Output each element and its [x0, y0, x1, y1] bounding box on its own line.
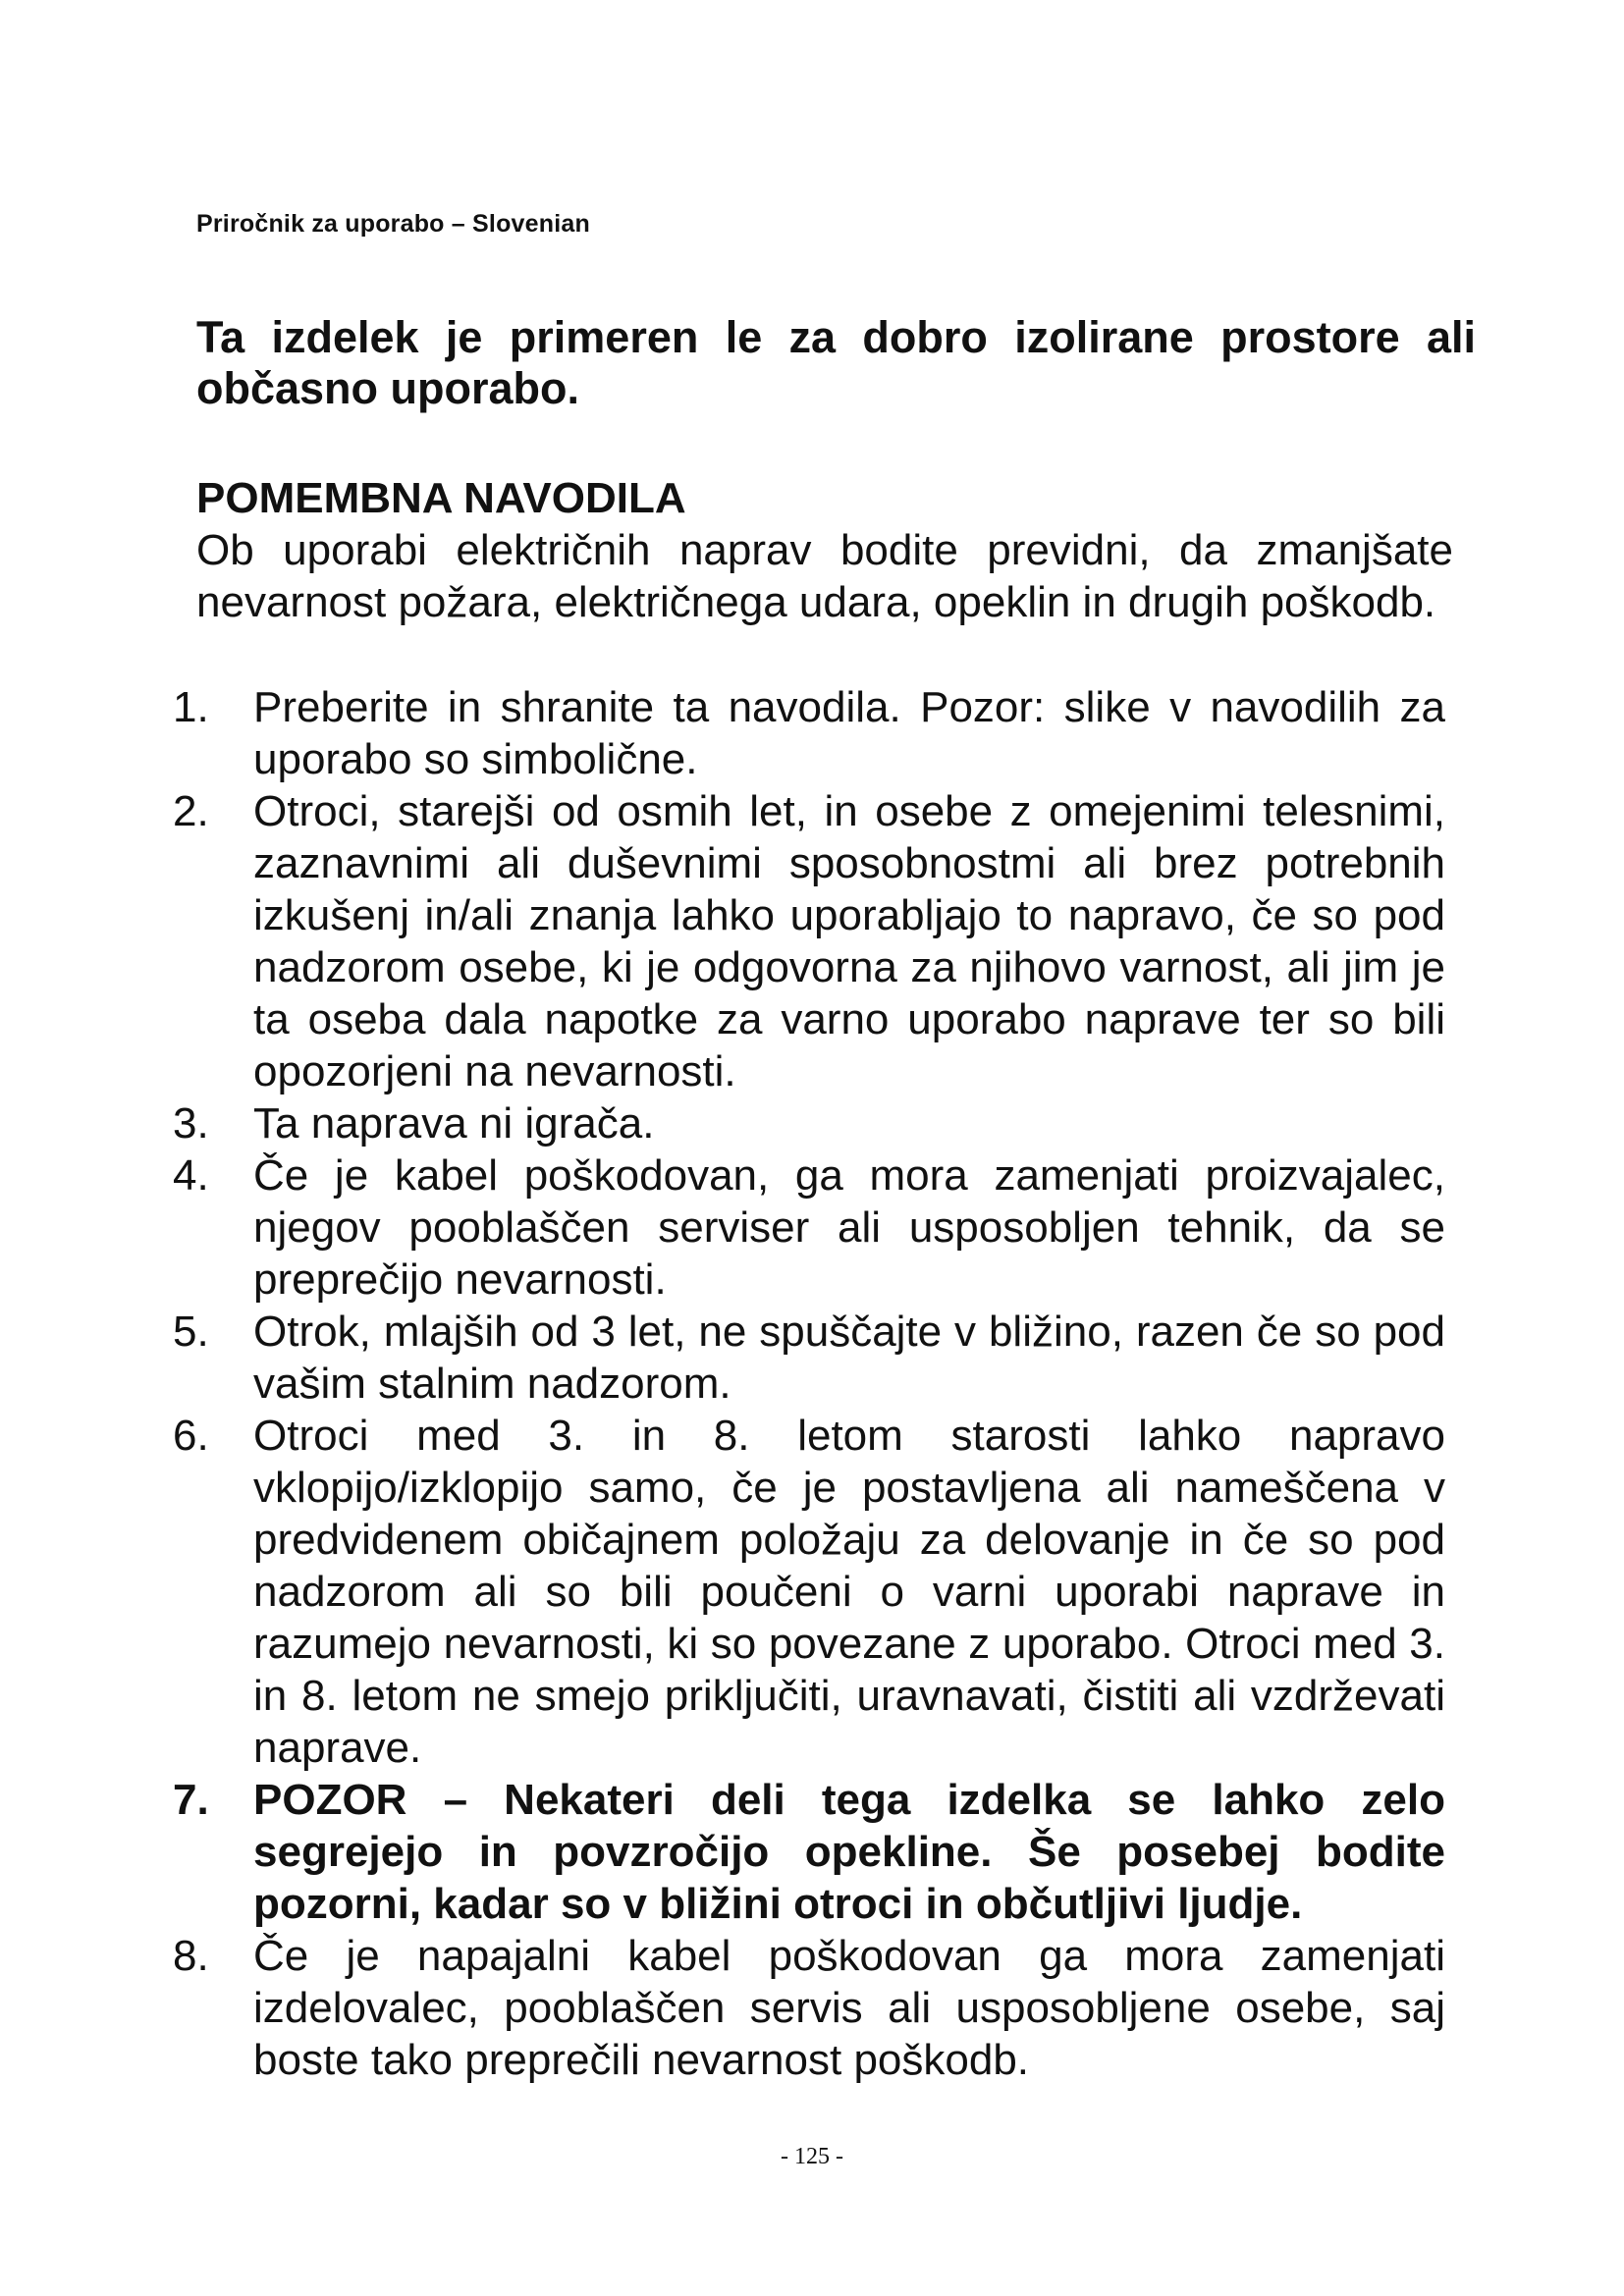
running-header: Priročnik za uporabo – Slovenian	[196, 210, 590, 238]
list-item-number: 2.	[173, 787, 209, 835]
list-item-number: 5.	[173, 1308, 209, 1356]
section-title: POMEMBNA NAVODILA	[196, 474, 686, 522]
list-item-number: 1.	[173, 683, 209, 731]
list-item	[173, 785, 1445, 1097]
list-item-number: 4.	[173, 1151, 209, 1200]
list-item	[173, 1097, 1445, 1149]
list-item	[173, 1774, 1445, 1930]
list-item-text: Preberite in shranite ta navodila. Pozor: slike v navodilih za uporabo so simbolične.	[253, 683, 1445, 783]
list-item	[173, 1930, 1445, 2086]
list-item-text: Če je kabel poškodovan, ga mora zamenjati proizvajalec, njegov pooblaščen serviser ali usposobljen tehnik, da se preprečijo nevarnosti.	[253, 1151, 1445, 1304]
safety-instruction-list	[173, 681, 1445, 2086]
suitability-warning: Ta izdelek je primeren le za dobro izolirane prostore ali občasno uporabo.	[196, 312, 1476, 413]
list-item-text: Otrok, mlajših od 3 let, ne spuščajte v bližino, razen če so pod vašim stalnim nadzorom.	[253, 1308, 1445, 1408]
list-item-text: Otroci med 3. in 8. letom starosti lahko napravo vklopijo/izklopijo samo, če je postavljena ali nameščena v predvidenem običajnem položaju za delovanje in če so pod nadzorom ali so bili poučeni o varni uporabi naprave in razumejo nevarnosti, ki so povezane z uporabo. Otroci med 3. in 8. letom ne smejo priključiti, uravnavati, čistiti ali vzdrževati naprave.	[253, 1412, 1445, 1772]
list-item-number: 7.	[173, 1776, 209, 1824]
list-item-text: Če je napajalni kabel poškodovan ga mora zamenjati izdelovalec, pooblaščen servis ali usposobljene osebe, saj boste tako preprečili nevarnost poškodb.	[253, 1932, 1445, 2084]
list-item	[173, 681, 1445, 785]
list-item-text: POZOR – Nekateri deli tega izdelka se lahko zelo segrejejo in povzročijo opekline. Še posebej bodite pozorni, kadar so v bližini otroci in občutljivi ljudje.	[253, 1776, 1445, 1928]
list-item-number: 8.	[173, 1932, 209, 1980]
list-item-text: Otroci, starejši od osmih let, in osebe z omejenimi telesnimi, zaznavnimi ali duševnimi sposobnostmi ali brez potrebnih izkušenj in/ali znanja lahko uporabljajo to napravo, če so pod nadzorom osebe, ki je odgovorna za njihovo varnost, ali jim je ta oseba dala napotke za varno uporabo naprave ter so bili opozorjeni na nevarnosti.	[253, 787, 1445, 1095]
list-item	[173, 1149, 1445, 1306]
list-item-number: 3.	[173, 1099, 209, 1148]
list-item	[173, 1306, 1445, 1410]
list-item-text: Ta naprava ni igrača.	[253, 1099, 655, 1148]
list-item-number: 6.	[173, 1412, 209, 1460]
list-item	[173, 1410, 1445, 1774]
safety-intro: Ob uporabi električnih naprav bodite previdni, da zmanjšate nevarnost požara, električnega udara, opeklin in drugih poškodb.	[196, 526, 1453, 626]
page-number: - 125 -	[781, 2144, 843, 2169]
